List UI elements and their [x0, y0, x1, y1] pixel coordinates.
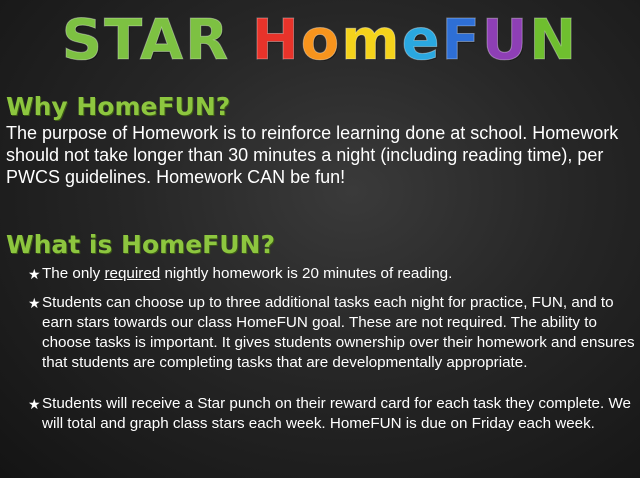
title-letter: m: [341, 8, 402, 73]
list-item: [28, 264, 636, 284]
bullet-underlined: required: [104, 265, 161, 282]
title-star: STAR: [61, 8, 231, 73]
why-heading: Why HomeFUN?: [6, 92, 231, 121]
title-homefun: [252, 8, 578, 73]
what-heading: What is HomeFUN?: [6, 230, 275, 259]
star-icon: ★: [28, 266, 41, 282]
bullet-text: The only: [42, 265, 105, 282]
list-item: [28, 293, 636, 373]
star-icon: ★: [28, 295, 41, 311]
page-title: [0, 6, 640, 76]
title-letter: U: [481, 8, 530, 73]
title-letter: N: [529, 8, 579, 73]
title-letter: o: [300, 8, 342, 73]
star-icon: ★: [28, 396, 41, 412]
bullet-text: nightly homework is 20 minutes of reading.: [160, 265, 453, 282]
title-letter: e: [401, 8, 442, 73]
bullet-text: Students can choose up to three additional tasks each night for practice, FUN, and to earn stars towards our class HomeFUN goal. These are not required. The ability to choose tasks is important. It gives students ownership over their homework and ensures that students are completing tasks that are developmentally appropriate.: [42, 294, 635, 371]
why-text: The purpose of Homework is to reinforce learning done at school. Homework should not take longer than 30 minutes a night (including reading time), per PWCS guidelines. Homework CAN be fun!: [6, 123, 619, 187]
title-letter: F: [441, 8, 482, 73]
bullet-text: Students will receive a Star punch on their reward card for each task they complete. We will total and graph class stars each week. HomeFUN is due on Friday each week.: [42, 395, 631, 432]
list-item: [28, 394, 636, 434]
title-letter: H: [251, 8, 301, 73]
